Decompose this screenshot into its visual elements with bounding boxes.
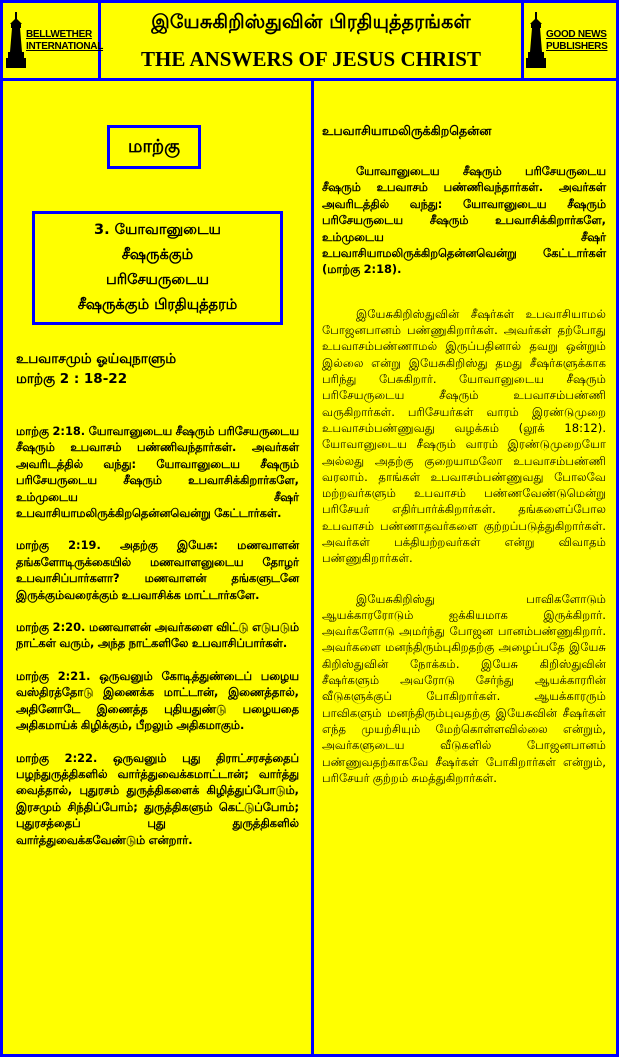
left-logo-text: [26, 29, 103, 53]
section-title-line: 3. யோவானுடைய: [94, 222, 221, 238]
column-divider: [311, 81, 314, 1054]
verse-paragraph: மாற்கு 2:19. அதற்கு இயேசு: மணவாளன் தங்களோடிருக்கையில் மணவாளனுடைய தோழர் உபவாசிப்பார்களா? மணவாளன் தங்களுடனே இருக்கும்வரைக்கும் உபவாசிக்க மாட்டார்களே.: [16, 538, 299, 602]
commentary-quote: யோவானுடைய சீஷரும் பரிசேயருடைய சீஷரும் உபவாசம் பண்ணிவந்தார்கள். அவர்கள் அவரிடத்தில் வந்து: யோவானுடைய சீஷரும் பரிசேயருடைய சீஷரும் உபவாசிக்கிறார்களே, உம்முடைய சீஷர் உபவாசியாமலிருக்கிறதென்னவென்று கேட்டார்கள் (மாற்கு 2:18).: [322, 164, 606, 277]
section-title-box: [32, 211, 283, 325]
english-title: THE ANSWERS OF JESUS CHRIST: [141, 47, 481, 71]
header-divider: [3, 78, 616, 81]
tamil-title: இயேசுகிறிஸ்துவின் பிரதியுத்தரங்கள்: [151, 11, 471, 33]
bellwether-logo: [6, 7, 104, 75]
logo-line: GOOD NEWS: [546, 29, 607, 40]
tower-icon: [6, 12, 26, 70]
passage-heading: உபவாசமும் ஓய்வுநாளும்: [16, 351, 177, 367]
right-column: [322, 121, 606, 786]
logo-line: BELLWETHER: [26, 29, 92, 40]
right-logo-text: [546, 29, 607, 53]
header-right-divider: [521, 3, 524, 78]
section-title-line: சீஷருக்கும் பிரதியுத்தரம்: [77, 297, 238, 313]
verse-paragraph: மாற்கு 2:18. யோவானுடைய சீஷரும் பரிசேயருடைய சீஷரும் உபவாசம் பண்ணிவந்தார்கள். அவர்கள் அவரிடத்தில் வந்து: யோவானுடைய சீஷரும் பரிசேயருடைய சீஷரும் உபவாசிக்கிறார்களே, உம்முடைய சீஷர் உபவாசியாமலிருக்கிறதென்னவென்று கேட்டார்கள்.: [16, 424, 299, 521]
commentary-paragraph: இயேசுகிறிஸ்து பாவிகளோடும் ஆயக்காரரோடும் ஐக்கியமாக இருக்கிறார். அவர்களோடு அமர்ந்து போஜன பானம்பண்ணுகிறார். அவர்களை மனந்திரும்புகிறதற்கு அழைப்பதே இயேசு கிறிஸ்துவின் நோக்கம். இயேசு கிறிஸ்துவின் சீஷர்களும் அவரோடு சேர்ந்து ஆயக்காரரின் வீடுகளுக்குப் போகிறார்கள். ஆயக்காரரும் பாவிகளும் மனந்திரும்புவதற்கு இயேசுவின் சீஷர்கள் எந்த முயற்சியும் மேற்கொள்ளவில்லை என்றும், அவர்களுடைய வீடுகளில் போஜனபானம் பண்ணுவதற்காகவே சீஷர்கள் போகிறார்கள் என்றும், பரிசேயர் குற்றம் சுமத்துகிறார்கள்.: [322, 591, 606, 785]
passage-reference: மாற்கு 2 : 18-22: [16, 371, 128, 387]
logo-line: PUBLISHERS: [546, 41, 608, 52]
tower-icon: [526, 12, 546, 70]
left-column: [16, 349, 299, 848]
section-title-line: பரிசேயருடைய: [105, 272, 210, 288]
logo-line: INTERNATIONAL: [26, 41, 104, 52]
verse-paragraph: மாற்கு 2:20. மணவாளன் அவர்களை விட்டு எடுபடும் நாட்கள் வரும், அந்த நாட்களிலே உபவாசிப்பார்கள்.: [16, 620, 299, 651]
book-name-box: மாற்கு: [107, 125, 201, 169]
section-title-line: சீஷருக்கும்: [121, 247, 194, 263]
commentary-paragraph: இயேசுகிறிஸ்துவின் சீஷர்கள் உபவாசியாமல் போஜனபானம் பண்ணுகிறார்கள். அவர்கள் தற்போது உபவாசம்பண்ணாமல் இருப்பதினால் தவறு ஒன்றும் இல்லை என்று இயேசுகிறிஸ்து தமது சீஷர்களுக்காக பரிந்து பேசுகிறார். யோவானுடைய சீஷரும் பரிசேயருடைய சீஷரும் உபவாசம்பண்ணி வருகிறார்கள். பரிசேயர்கள் வாரம் இரண்டுமுறை உபவாசம்பண்ணுவது வழக்கம் (லூக் 18:12). யோவானுடைய சீஷரும் வாரம் இரண்டுமுறையோ அல்லது அதற்கு குறையாமலோ உபவாசம்பண்ணி வரலாம். தாங்கள் உபவாசம்பண்ணுவது போலவே மற்றவர்களும் உபவாசம் பண்ணவேண்டுமென்று பரிசேயர் எதிர்பார்க்கிறார்கள். தங்களைப்போல உபவாசம் பண்ணாதவர்களை குற்றப்படுத்துகிறார்கள். அவர்கள் பக்தியற்றவர்கள் என்று விவாதம் பண்ணுகிறார்கள்.: [322, 306, 606, 566]
good-news-logo: [526, 7, 614, 75]
verse-paragraph: மாற்கு 2:22. ஒருவனும் புது திராட்சரசத்தைப் பழந்துருத்திகளில் வார்த்துவைக்கமாட்டான்; வார்த்து வைத்தால், புதுரசம் துருத்திகளைக் கிழித்துப்போடும், இரசமும் சிந்திப்போம்; துருத்திகளும் கெட்டுப்போம்; புதுரசத்தைப் புது துருத்திகளில் வார்த்துவைக்கவேண்டும் என்றார்.: [16, 750, 299, 847]
commentary-heading: உபவாசியாமலிருக்கிறதென்ன: [322, 123, 492, 138]
verse-paragraph: மாற்கு 2:21. ஒருவனும் கோடித்துண்டைப் பழைய வஸ்திரத்தோடு இணைக்க மாட்டான், இணைத்தால், அதினோடே இணைத்த புதியதுண்டு பழையதை அதிகமாய்க் கிழிக்கும், பீறலும் அதிகமாகும்.: [16, 668, 299, 733]
